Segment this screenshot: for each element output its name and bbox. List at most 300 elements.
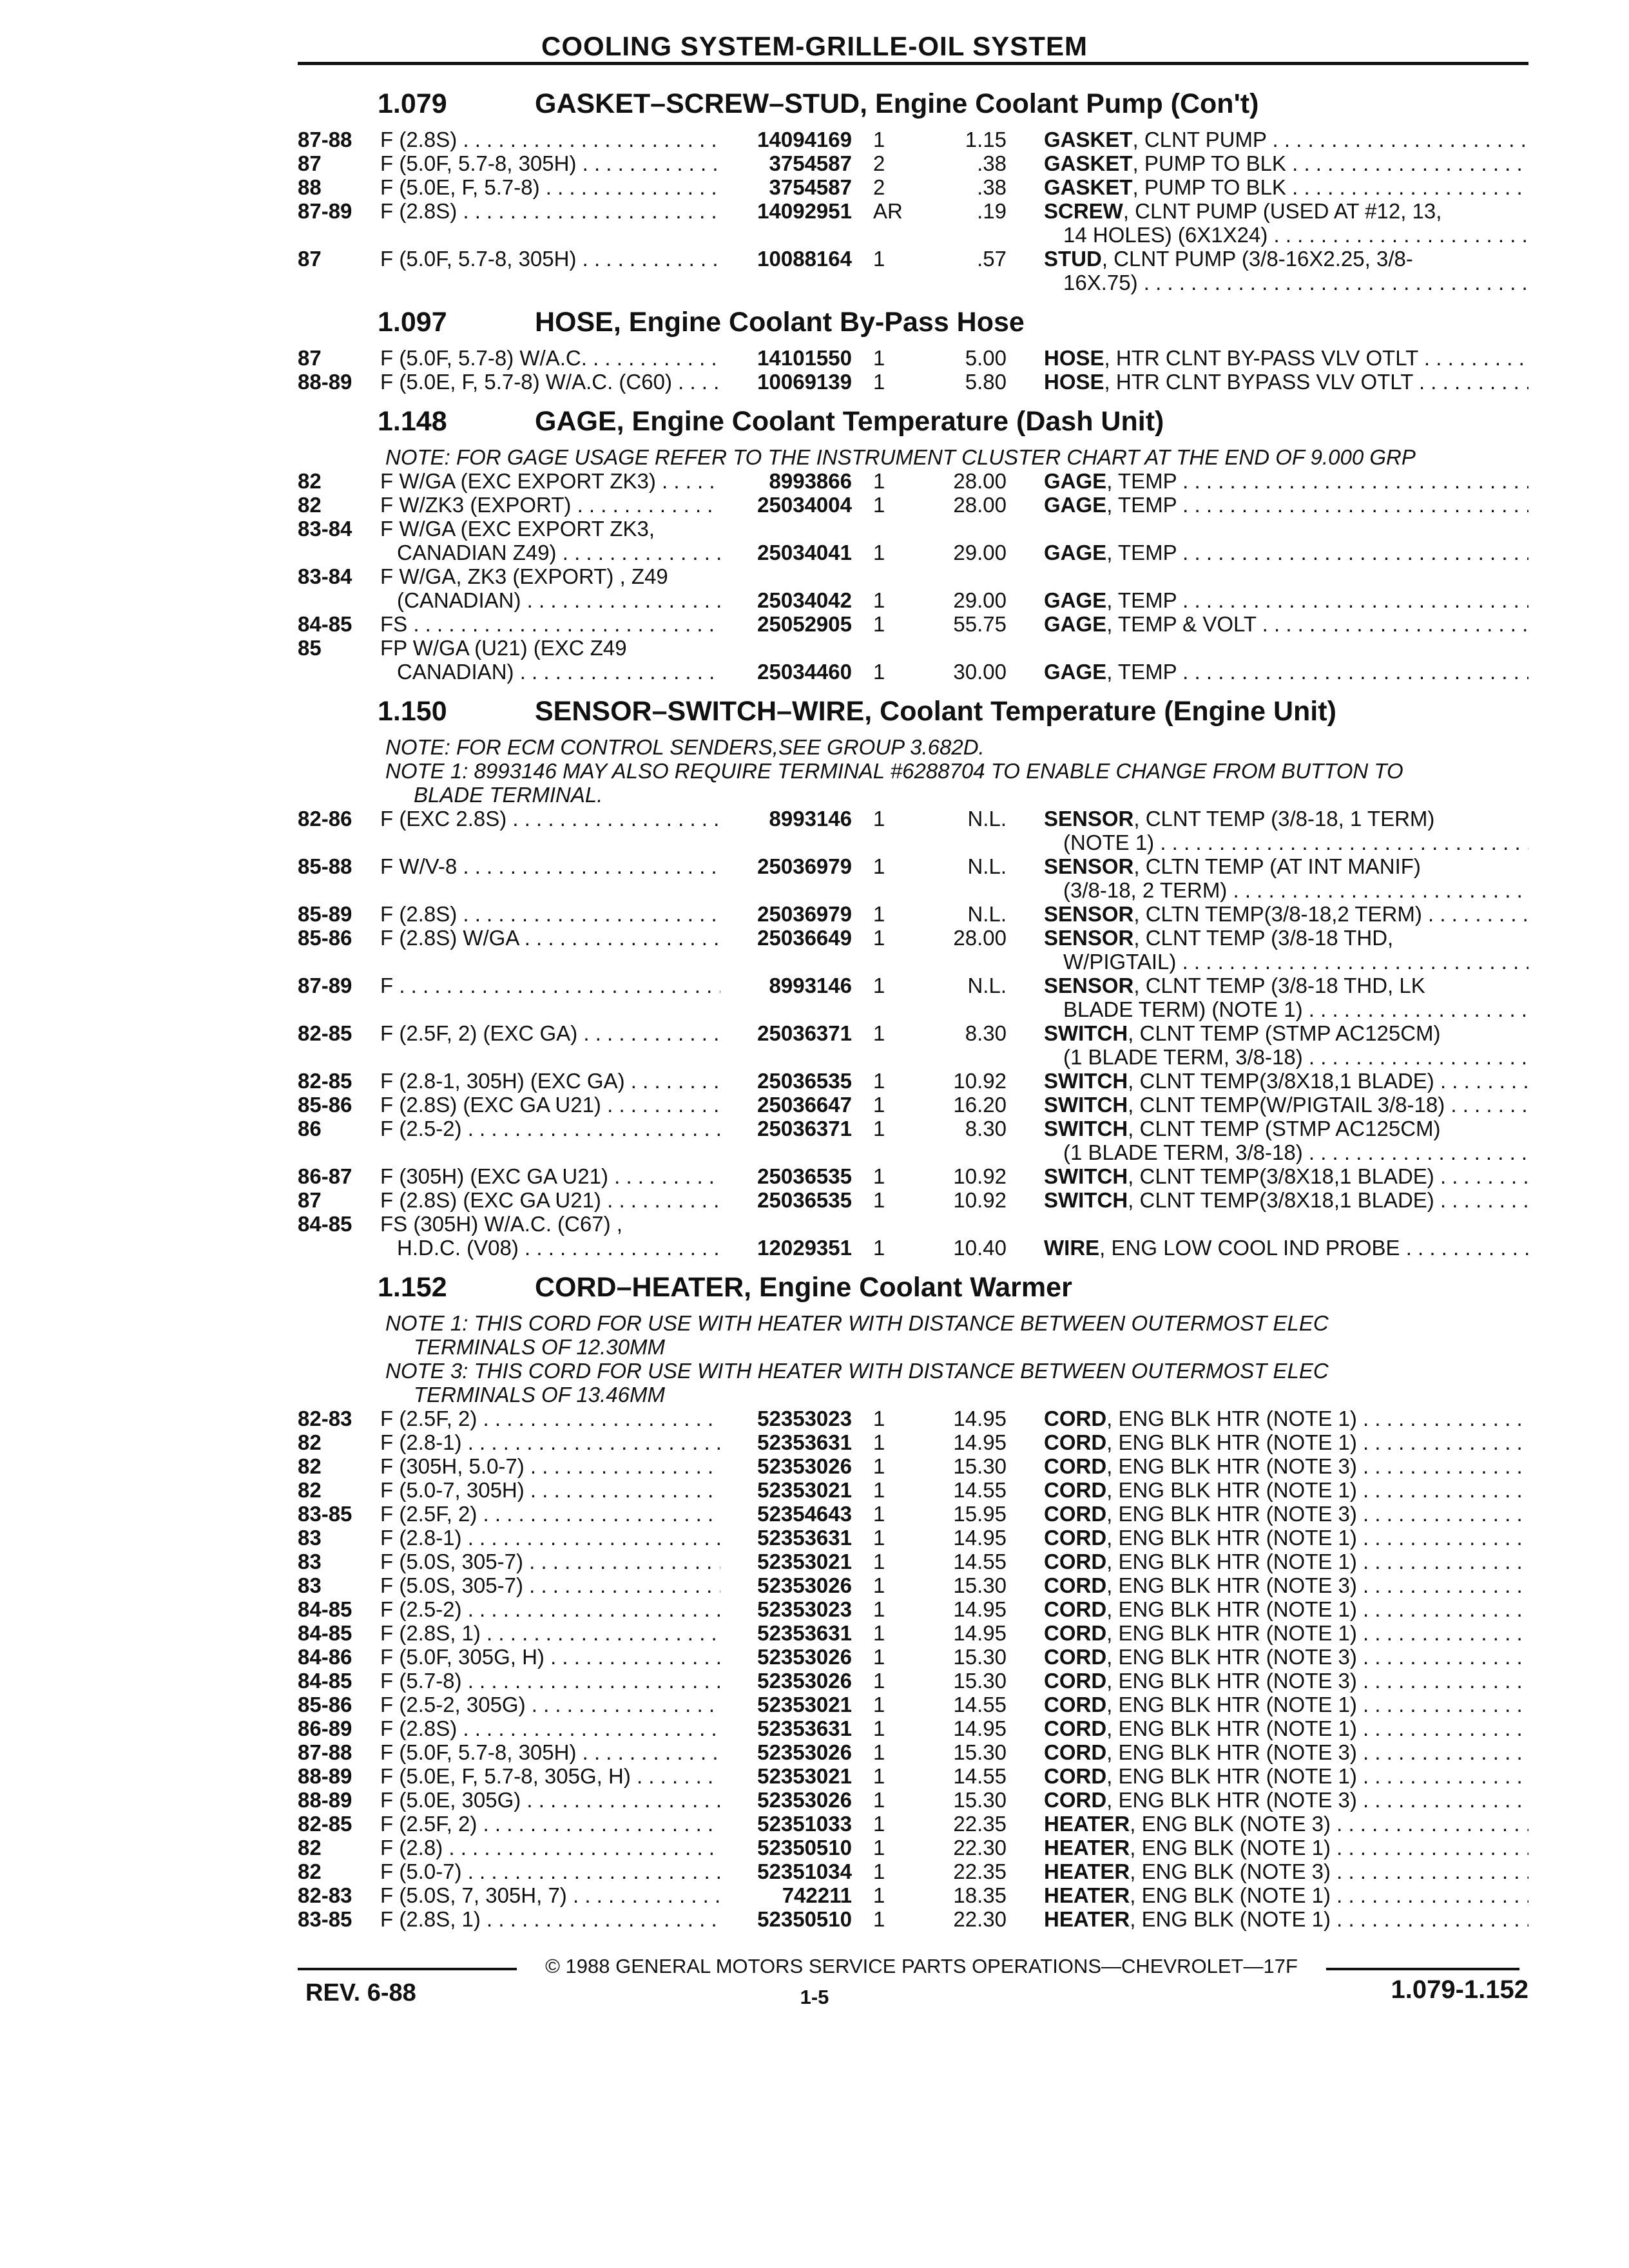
section-1.152	[298, 1260, 1528, 1931]
part-name-keyword: HEATER	[1044, 1907, 1130, 1931]
list-price: 14.95	[953, 1597, 1007, 1621]
part-name-line-1	[1044, 1188, 1528, 1212]
application-desc: F (5.0E, F, 5.7-8) . . .	[380, 175, 720, 199]
footer-rule-left	[298, 1968, 517, 1970]
part-row	[298, 974, 1528, 1021]
part-name-detail: , ENG BLK HTR (NOTE 1)	[1106, 1550, 1357, 1573]
model-years: 87	[298, 151, 322, 175]
part-name-keyword: CORD	[1044, 1550, 1107, 1573]
footer-section-range: 1.079-1.152	[1391, 1975, 1528, 2004]
part-name-detail: , ENG LOW COOL IND PROBE	[1099, 1236, 1400, 1260]
section-number: 1.097	[378, 307, 447, 338]
part-number: 8993866	[769, 469, 852, 493]
part-name-line-1	[1044, 370, 1528, 394]
part-name-keyword: SWITCH	[1044, 1164, 1128, 1188]
part-name	[1044, 541, 1528, 564]
part-name-keyword: SENSOR	[1044, 902, 1134, 926]
part-row	[298, 199, 1528, 247]
quantity: 1	[873, 660, 885, 684]
list-price: N.L.	[967, 902, 1007, 926]
part-name-detail: , CLNT TEMP(3/8X18,1 BLADE)	[1128, 1069, 1434, 1093]
part-name-detail: , ENG BLK (NOTE 1)	[1130, 1836, 1331, 1860]
part-row	[298, 1093, 1528, 1117]
part-name-line-2: BLADE TERM) (NOTE 1) . . .	[1044, 997, 1528, 1021]
quantity: 2	[873, 175, 885, 199]
part-name-detail: , ENG BLK HTR (NOTE 1)	[1106, 1716, 1357, 1740]
part-name-detail: , ENG BLK HTR (NOTE 1)	[1106, 1597, 1357, 1621]
part-row	[298, 1212, 1528, 1260]
part-name-line-1	[1044, 1860, 1528, 1883]
application-desc: F (2.8) . . .	[380, 1836, 720, 1860]
part-name-line-1	[1044, 612, 1528, 636]
part-name	[1044, 1812, 1528, 1836]
part-row	[298, 1550, 1528, 1573]
list-price: 14.95	[953, 1430, 1007, 1454]
part-number: 25036647	[757, 1093, 852, 1117]
part-name-keyword: SENSOR	[1044, 974, 1134, 997]
title-rule	[298, 62, 1528, 65]
part-name	[1044, 854, 1528, 902]
part-number: 52351033	[757, 1812, 852, 1836]
part-number: 8993146	[769, 807, 852, 831]
model-years: 83	[298, 1526, 322, 1550]
part-name-keyword: CORD	[1044, 1407, 1107, 1430]
list-price: 15.30	[953, 1573, 1007, 1597]
part-name-detail: , HTR CLNT BY-PASS VLV OTLT	[1104, 346, 1418, 370]
model-years: 83	[298, 1550, 322, 1573]
quantity: 1	[873, 247, 885, 271]
quantity: 1	[873, 1021, 885, 1045]
application-desc: F (5.0S, 305-7) . . .	[380, 1550, 720, 1573]
section-title: SENSOR–SWITCH–WIRE, Coolant Temperature (Engine Unit)	[535, 696, 1336, 727]
quantity: 1	[873, 807, 885, 831]
application-line-1: F W/GA (EXC EXPORT ZK3,	[380, 517, 655, 541]
part-name	[1044, 1836, 1528, 1860]
part-name-detail: , TEMP	[1106, 469, 1177, 493]
part-name-keyword: CORD	[1044, 1693, 1107, 1716]
model-years: 82	[298, 1430, 322, 1454]
part-name	[1044, 902, 1528, 926]
part-name	[1044, 199, 1528, 247]
list-price: 18.35	[953, 1883, 1007, 1907]
model-years: 82	[298, 1836, 322, 1860]
part-name-detail: , CLNT TEMP (3/8-18, 1 TERM)	[1133, 807, 1435, 831]
part-number: 10069139	[757, 370, 852, 394]
list-price: 5.80	[965, 370, 1007, 394]
list-price: N.L.	[967, 854, 1007, 878]
model-years: 86	[298, 1117, 322, 1140]
quantity: 1	[873, 1621, 885, 1645]
part-name-keyword: GASKET	[1044, 175, 1133, 199]
section-header	[298, 76, 1528, 128]
part-row	[298, 612, 1528, 636]
part-number: 52353021	[757, 1764, 852, 1788]
application-desc: F (5.0S, 305-7) . . .	[380, 1573, 720, 1597]
part-name-line-1	[1044, 902, 1528, 926]
part-row	[298, 1526, 1528, 1550]
quantity: 1	[873, 1236, 885, 1260]
quantity: 1	[873, 1430, 885, 1454]
part-number: 52353021	[757, 1550, 852, 1573]
part-name-keyword: CORD	[1044, 1716, 1107, 1740]
application-desc: F (2.5F, 2) . . .	[380, 1407, 720, 1430]
part-name-keyword: CORD	[1044, 1478, 1107, 1502]
model-years: 85-86	[298, 1693, 352, 1716]
part-row	[298, 1621, 1528, 1645]
part-name-keyword: SENSOR	[1044, 926, 1134, 950]
part-number: 52354643	[757, 1502, 852, 1526]
quantity: 1	[873, 1454, 885, 1478]
application-desc: F (2.8S) . . .	[380, 128, 720, 151]
part-row	[298, 1645, 1528, 1669]
part-name-keyword: HEATER	[1044, 1836, 1130, 1860]
part-name	[1044, 1716, 1528, 1740]
quantity: 1	[873, 1526, 885, 1550]
application-desc: F W/ZK3 (EXPORT) . . .	[380, 493, 720, 517]
part-name-line-1	[1044, 1502, 1528, 1526]
application-desc: F (2.5F, 2) (EXC GA) . . .	[380, 1021, 720, 1045]
part-name-detail: , TEMP	[1106, 493, 1177, 517]
part-name-detail: , TEMP	[1106, 660, 1177, 684]
part-name-detail: , CLNT TEMP(3/8X18,1 BLADE)	[1128, 1188, 1434, 1212]
part-name-keyword: CORD	[1044, 1764, 1107, 1788]
application-desc: F (5.7-8) . . .	[380, 1669, 720, 1693]
application-desc: F (2.8-1) . . .	[380, 1430, 720, 1454]
part-name-keyword: HEATER	[1044, 1860, 1130, 1883]
part-name-line-2: W/PIGTAIL) . . .	[1044, 950, 1528, 974]
part-name	[1044, 1526, 1528, 1550]
quantity: 1	[873, 1883, 885, 1907]
part-name-detail: , CLNT TEMP(W/PIGTAIL 3/8-18)	[1128, 1093, 1445, 1117]
part-name-detail: , ENG BLK HTR (NOTE 1)	[1106, 1407, 1357, 1430]
part-name	[1044, 926, 1528, 974]
part-name-line-1	[1044, 469, 1528, 493]
part-name	[1044, 1669, 1528, 1693]
list-price: 30.00	[953, 660, 1007, 684]
part-name	[1044, 370, 1528, 394]
application-desc: F (5.0E, F, 5.7-8, 305G, H) . . .	[380, 1764, 720, 1788]
part-name-line-1	[1044, 1716, 1528, 1740]
quantity: 1	[873, 1407, 885, 1430]
part-row	[298, 636, 1528, 684]
application-desc: F (2.8S) W/GA . . .	[380, 926, 720, 950]
part-name	[1044, 1430, 1528, 1454]
part-number: 25036371	[757, 1021, 852, 1045]
quantity: 1	[873, 1860, 885, 1883]
part-name-line-1	[1044, 807, 1528, 831]
part-name-detail: , HTR CLNT BYPASS VLV OTLT	[1104, 370, 1413, 394]
application-desc: F W/V-8 . . .	[380, 854, 720, 878]
part-name	[1044, 1117, 1528, 1164]
part-name-detail: , TEMP	[1106, 588, 1177, 612]
list-price: 10.92	[953, 1188, 1007, 1212]
model-years: 83-85	[298, 1502, 352, 1526]
part-number: 52351034	[757, 1860, 852, 1883]
footer-page-number: 1-5	[800, 1986, 829, 2008]
part-name-detail: , CLNT PUMP	[1132, 128, 1267, 151]
part-row	[298, 1502, 1528, 1526]
part-row	[298, 1812, 1528, 1836]
section-1.079	[298, 76, 1528, 294]
part-number: 52353023	[757, 1597, 852, 1621]
quantity: 1	[873, 1788, 885, 1812]
application-line-1: FP W/GA (U21) (EXC Z49	[380, 636, 627, 660]
part-name-detail: , ENG BLK HTR (NOTE 1)	[1106, 1526, 1357, 1550]
part-name	[1044, 807, 1528, 854]
part-row	[298, 1740, 1528, 1764]
part-number: 52353026	[757, 1669, 852, 1693]
part-name-keyword: SWITCH	[1044, 1093, 1128, 1117]
model-years: 85-86	[298, 926, 352, 950]
part-name	[1044, 1883, 1528, 1907]
part-name	[1044, 247, 1528, 294]
part-name	[1044, 1093, 1528, 1117]
part-row	[298, 807, 1528, 854]
list-price: N.L.	[967, 974, 1007, 997]
part-name-detail: , CLNT PUMP (USED AT #12, 13,	[1123, 199, 1442, 223]
part-row	[298, 1430, 1528, 1454]
section-number: 1.148	[378, 406, 447, 437]
part-name-line-1	[1044, 175, 1528, 199]
quantity: 1	[873, 1740, 885, 1764]
list-price: 15.30	[953, 1454, 1007, 1478]
application-desc: F . . .	[380, 974, 720, 997]
part-name	[1044, 974, 1528, 1021]
model-years: 88-89	[298, 1788, 352, 1812]
list-price: 14.55	[953, 1693, 1007, 1716]
part-name-detail: , ENG BLK HTR (NOTE 1)	[1106, 1478, 1357, 1502]
model-years: 83-84	[298, 517, 352, 541]
application-desc: F (2.5F, 2) . . .	[380, 1502, 720, 1526]
part-name-detail: , ENG BLK HTR (NOTE 1)	[1106, 1764, 1357, 1788]
note-continuation: BLADE TERMINAL.	[414, 783, 603, 807]
part-name-keyword: CORD	[1044, 1430, 1107, 1454]
list-price: 5.00	[965, 346, 1007, 370]
part-number: 52353026	[757, 1740, 852, 1764]
part-row	[298, 1669, 1528, 1693]
list-price: 22.35	[953, 1860, 1007, 1883]
part-name-keyword: CORD	[1044, 1645, 1107, 1669]
part-row	[298, 902, 1528, 926]
quantity: 1	[873, 1716, 885, 1740]
model-years: 82-86	[298, 807, 352, 831]
part-name	[1044, 588, 1528, 612]
model-years: 88	[298, 175, 322, 199]
part-name-keyword: CORD	[1044, 1526, 1107, 1550]
part-name-line-1	[1044, 199, 1528, 223]
part-number: 52353026	[757, 1645, 852, 1669]
model-years: 82-83	[298, 1883, 352, 1907]
part-name-line-1	[1044, 1069, 1528, 1093]
part-name-detail: , PUMP TO BLK	[1132, 175, 1286, 199]
application-line-2: (CANADIAN) . . .	[380, 588, 720, 612]
model-years: 82	[298, 1454, 322, 1478]
model-years: 83	[298, 1573, 322, 1597]
part-name	[1044, 346, 1528, 370]
list-price: 10.92	[953, 1164, 1007, 1188]
part-name-detail: , ENG BLK HTR (NOTE 3)	[1106, 1454, 1357, 1478]
part-row	[298, 1021, 1528, 1069]
part-name-line-2: 14 HOLES) (6X1X24) . . .	[1044, 223, 1528, 247]
quantity: 2	[873, 151, 885, 175]
part-name-detail: , PUMP TO BLK	[1132, 151, 1286, 175]
application-desc: F (5.0F, 5.7-8, 305H) . . .	[380, 247, 720, 271]
application-desc: F (2.5-2, 305G) . . .	[380, 1693, 720, 1716]
section-note	[298, 1311, 1528, 1359]
part-name-line-1	[1044, 1764, 1528, 1788]
model-years: 83-85	[298, 1907, 352, 1931]
application-desc	[380, 1212, 720, 1260]
list-price: 15.30	[953, 1645, 1007, 1669]
part-name	[1044, 1788, 1528, 1812]
part-name-keyword: CORD	[1044, 1788, 1107, 1812]
part-name-line-1	[1044, 1812, 1528, 1836]
page-title: COOLING SYSTEM-GRILLE-OIL SYSTEM	[541, 31, 1088, 61]
note-continuation: TERMINALS OF 12.30MM	[414, 1335, 665, 1359]
list-price: .19	[977, 199, 1007, 223]
quantity: 1	[873, 346, 885, 370]
model-years: 82-83	[298, 1407, 352, 1430]
part-row	[298, 128, 1528, 151]
list-price: 22.35	[953, 1812, 1007, 1836]
part-name-detail: , ENG BLK HTR (NOTE 3)	[1106, 1645, 1357, 1669]
part-name-detail: , ENG BLK HTR (NOTE 1)	[1106, 1621, 1357, 1645]
part-name	[1044, 1860, 1528, 1883]
quantity: 1	[873, 1164, 885, 1188]
part-name	[1044, 128, 1528, 151]
part-number: 25036371	[757, 1117, 852, 1140]
list-price: N.L.	[967, 807, 1007, 831]
part-name-keyword: HEATER	[1044, 1883, 1130, 1907]
model-years: 82-85	[298, 1069, 352, 1093]
list-price: 10.92	[953, 1069, 1007, 1093]
part-name-keyword: CORD	[1044, 1597, 1107, 1621]
part-number: 52353631	[757, 1526, 852, 1550]
part-number: 14094169	[757, 128, 852, 151]
model-years: 84-85	[298, 1597, 352, 1621]
part-number: 14101550	[757, 346, 852, 370]
quantity: 1	[873, 588, 885, 612]
model-years: 82-85	[298, 1812, 352, 1836]
part-row	[298, 1117, 1528, 1164]
list-price: 8.30	[965, 1021, 1007, 1045]
part-number: 8993146	[769, 974, 852, 997]
part-name-keyword: GAGE	[1044, 660, 1107, 684]
quantity: 1	[873, 1188, 885, 1212]
part-name-line-1	[1044, 926, 1528, 950]
application-desc: F (2.8S) . . .	[380, 1716, 720, 1740]
model-years: 82	[298, 1478, 322, 1502]
part-name-keyword: STUD	[1044, 247, 1102, 271]
part-name	[1044, 1573, 1528, 1597]
model-years: 82-85	[298, 1021, 352, 1045]
part-number: 52353021	[757, 1693, 852, 1716]
quantity: 1	[873, 902, 885, 926]
part-name-keyword: GAGE	[1044, 612, 1107, 636]
part-name-keyword: SWITCH	[1044, 1069, 1128, 1093]
quantity: 1	[873, 1645, 885, 1669]
part-number: 52353631	[757, 1621, 852, 1645]
quantity: 1	[873, 1597, 885, 1621]
part-name-keyword: WIRE	[1044, 1236, 1100, 1260]
part-name-line-1	[1044, 1740, 1528, 1764]
section-number: 1.152	[378, 1272, 447, 1303]
application-desc: F (2.8S) (EXC GA U21) . . .	[380, 1188, 720, 1212]
part-name-detail: , ENG BLK (NOTE 1)	[1130, 1883, 1331, 1907]
quantity: 1	[873, 1573, 885, 1597]
list-price: 15.30	[953, 1740, 1007, 1764]
quantity: 1	[873, 1117, 885, 1140]
part-number: 52353631	[757, 1430, 852, 1454]
part-name-line-1	[1044, 247, 1528, 271]
model-years: 88-89	[298, 1764, 352, 1788]
quantity: 1	[873, 1812, 885, 1836]
part-name-line-1	[1044, 1788, 1528, 1812]
part-row	[298, 1407, 1528, 1430]
quantity: 1	[873, 1093, 885, 1117]
part-name-keyword: GAGE	[1044, 493, 1107, 517]
part-name-detail: , CLNT TEMP(3/8X18,1 BLADE)	[1128, 1164, 1434, 1188]
part-number: 52353631	[757, 1716, 852, 1740]
part-name-line-1	[1044, 1093, 1528, 1117]
application-desc: F (5.0-7, 305H) . . .	[380, 1478, 720, 1502]
part-row	[298, 1478, 1528, 1502]
application-line-2: CANADIAN) . . .	[380, 660, 720, 684]
application-desc: F (2.8S) . . .	[380, 902, 720, 926]
quantity: 1	[873, 1669, 885, 1693]
part-name-line-1	[1044, 1597, 1528, 1621]
application-desc: F (2.5-2) . . .	[380, 1597, 720, 1621]
part-row	[298, 1597, 1528, 1621]
part-name-line-1	[1044, 854, 1528, 878]
list-price: 14.55	[953, 1550, 1007, 1573]
section-note	[298, 1359, 1528, 1407]
part-name	[1044, 1621, 1528, 1645]
part-name-detail: , ENG BLK (NOTE 3)	[1130, 1812, 1331, 1836]
model-years: 84-85	[298, 1212, 352, 1236]
section-1.097	[298, 294, 1528, 394]
list-price: 15.30	[953, 1788, 1007, 1812]
quantity: 1	[873, 1502, 885, 1526]
part-name-line-1	[1044, 974, 1528, 997]
part-name-line-2: 16X.75) . . .	[1044, 271, 1528, 294]
part-row	[298, 1069, 1528, 1093]
list-price: 14.95	[953, 1621, 1007, 1645]
quantity: 1	[873, 469, 885, 493]
list-price: 14.95	[953, 1526, 1007, 1550]
part-number: 10088164	[757, 247, 852, 271]
application-desc: F (2.8S) . . .	[380, 199, 720, 223]
application-desc: F (5.0S, 7, 305H, 7) . . .	[380, 1883, 720, 1907]
application-desc: F (305H, 5.0-7) . . .	[380, 1454, 720, 1478]
part-row	[298, 346, 1528, 370]
list-price: 14.95	[953, 1407, 1007, 1430]
part-name-keyword: GAGE	[1044, 588, 1107, 612]
model-years: 84-86	[298, 1645, 352, 1669]
list-price: .38	[977, 175, 1007, 199]
part-name	[1044, 1164, 1528, 1188]
quantity: 1	[873, 1478, 885, 1502]
model-years: 85-88	[298, 854, 352, 878]
section-note	[298, 759, 1528, 807]
part-name-line-1	[1044, 128, 1528, 151]
part-row	[298, 1836, 1528, 1860]
part-name-keyword: SWITCH	[1044, 1188, 1128, 1212]
model-years: 86-87	[298, 1164, 352, 1188]
part-name	[1044, 1693, 1528, 1716]
part-row	[298, 854, 1528, 902]
quantity: 1	[873, 128, 885, 151]
